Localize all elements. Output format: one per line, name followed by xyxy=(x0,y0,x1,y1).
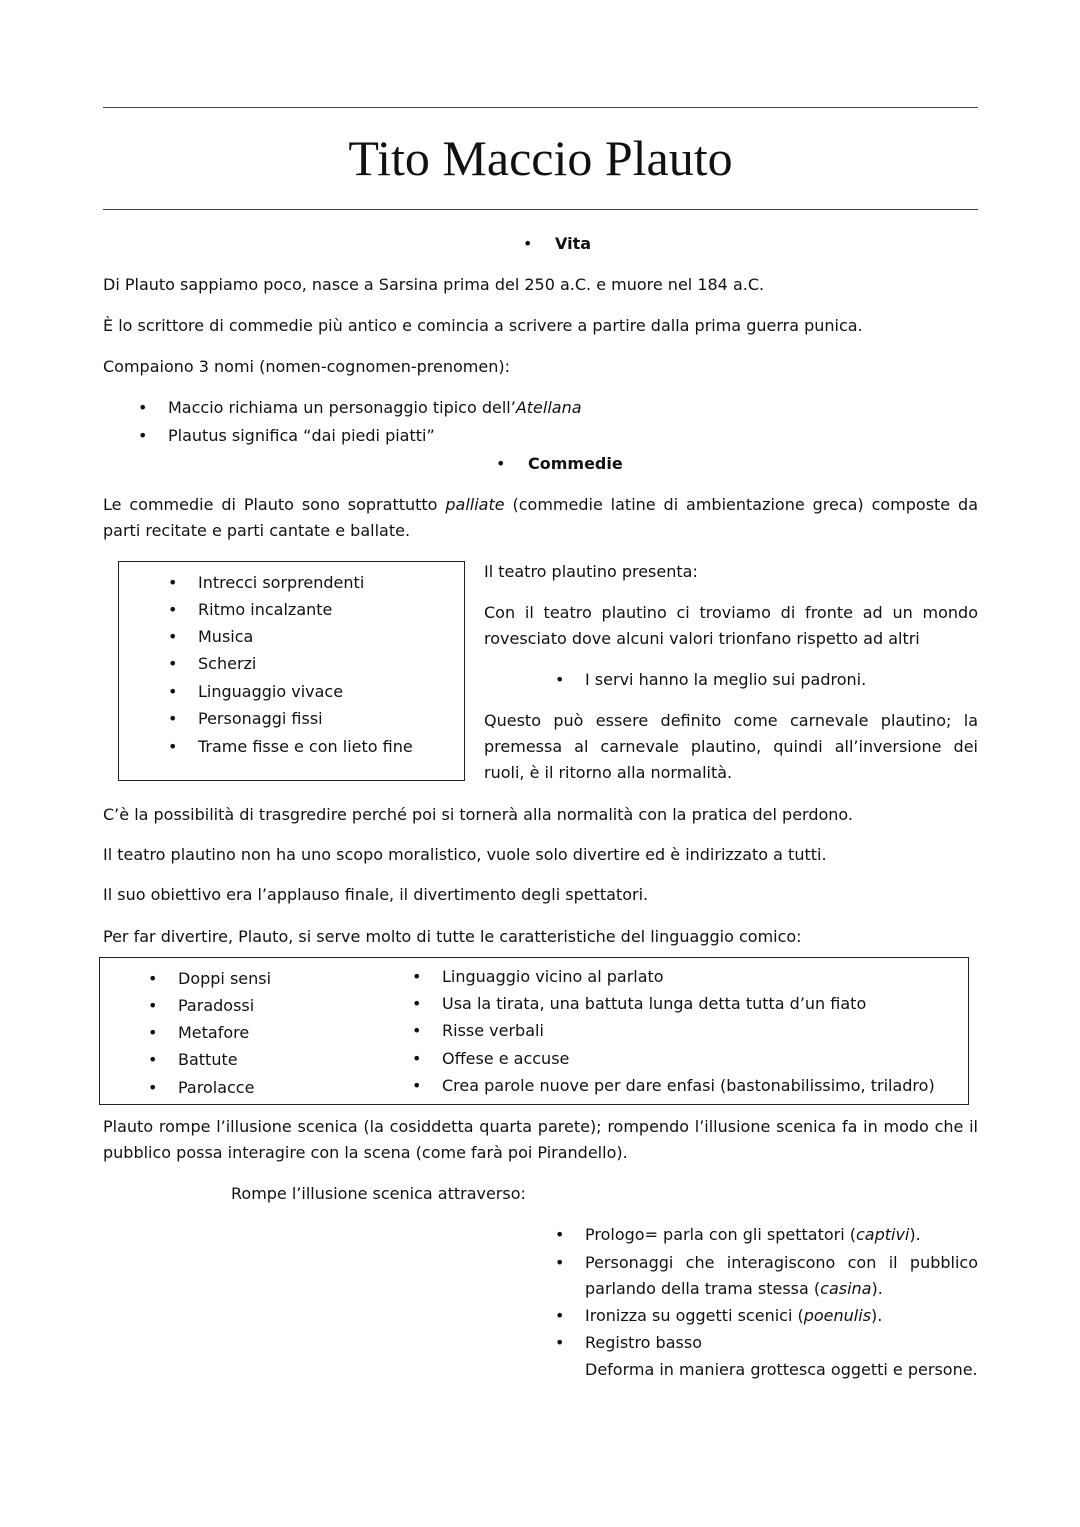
bullet-icon: • xyxy=(555,1306,565,1325)
paragraph-linguaggio: Per far divertire, Plauto, si serve molto di tutte le caratteristiche del linguaggio comico: xyxy=(103,927,802,946)
paragraph-scopo: Il teatro plautino non ha uno scopo moralistico, vuole solo divertire ed è indirizzato a tutti. xyxy=(103,845,827,864)
vita-paragraph-3: Compaiono 3 nomi (nomen-cognomen-prenomen): xyxy=(103,357,510,376)
bullet-icon: • xyxy=(555,1333,565,1352)
bullet-icon: • xyxy=(168,709,178,728)
bullet-icon: • xyxy=(555,1225,565,1244)
bullet-icon: • xyxy=(168,737,178,756)
bullet-icon: • xyxy=(168,600,178,619)
vita-paragraph-1: Di Plauto sappiamo poco, nasce a Sarsina prima del 250 a.C. e muore nel 184 a.C. xyxy=(103,275,765,294)
paragraph-illusione: Plauto rompe l’illusione scenica (la cosiddetta quarta parete); rompendo l’illusione scenica fa in modo che il pubblico possa interagire con la scena (come farà poi Pirandello). xyxy=(103,1117,978,1162)
bullet-icon: • xyxy=(168,573,178,592)
bullet-icon: • xyxy=(138,426,148,445)
teatro-paragraph-2: Questo può essere definito come carnevale plautino; la premessa al carnevale plautino, quindi all’inversione dei ruoli, è il ritorno alla normalità. xyxy=(484,711,978,782)
paragraph-obiettivo: Il suo obiettivo era l’applauso finale, il divertimento degli spettatori. xyxy=(103,885,649,904)
vita-paragraph-2: È lo scrittore di commedie più antico e comincia a scrivere a partire dalla prima guerra punica. xyxy=(103,316,863,335)
bullet-icon: • xyxy=(148,1078,158,1097)
bullet-icon: • xyxy=(555,670,565,689)
page-title: Tito Maccio Plauto xyxy=(348,130,733,186)
bullet-icon: • xyxy=(168,627,178,646)
bullet-icon: • xyxy=(138,398,148,417)
document-page: Tito Maccio Plauto • Vita Di Plauto sappiamo poco, nasce a Sarsina prima del 250 a.C. e muore nel 184 a.C. È lo scrittore di commedie più antico e comincia a scrivere a partire dalla prima guerra punica. Compaiono 3 nomi (nomen-cognomen-prenomen): • Maccio richiama un personaggio tipico dell’Atellana • Plautus significa “dai piedi piatti” • Commedie Le commedie di Plauto sono soprattutto palliate (commedie latine di ambientazione greca) composte da parti recitate e parti cantate e ballate. • Intrecci sorprendenti • Ritmo incalzante • Musica • Scherzi • Linguaggio vivace • Personaggi fissi • Trame fisse e con lieto fine Il teatro plautino presenta: Con il teatro plautino ci troviamo di fronte ad un mondo rovesciato dove alcuni valori trionfano rispetto ad altri • I servi hanno la meglio sui padroni. Questo può essere definito come carnevale plautino; la premessa al carnevale plautino, quindi all’inversione dei ruoli, è il ritorno alla normalità. C’è la possibilità di trasgredire perché poi si tornerà alla normalità con la pratica del perdono. Il teatro plautino non ha uno scopo moralistico, vuole solo divertire ed è indirizzato a tutti. Il suo obiettivo era l’applauso finale, il divertimento degli spettatori. Per far divertire, Plauto, si serve molto di tutte le caratteristiche del linguaggio comico: • Doppi sensi • Paradossi • Metafore • Battute • Parolacce • Linguaggio vicino al parlato • Usa la tirata, una battuta lunga detta tutta d’un fiato • Risse verbali • Offese e accuse • Crea parole nuove per dare enfasi (bastonabilissimo, triladro) Plauto rompe l’illusione scenica (la cosiddetta quarta parete); rompendo l’illusione scenica fa in modo che il pubblico possa interagire con la scena (come farà poi Pirandello). Rompe l’illusione scenica attraverso: • Prologo= parla con gli spettatori (captivi). • Personaggi che interagiscono con il pubblico parlando della trama stessa (casina). • Ironizza su oggetti scenici (poenulis). • Registro basso Deforma in maniera grottesca oggetti e persone. xyxy=(0,0,1080,1527)
bullet-icon: • xyxy=(168,682,178,701)
bullet-icon: • xyxy=(412,1049,422,1068)
paragraph-attraverso: Rompe l’illusione scenica attraverso: xyxy=(231,1184,526,1203)
title-bottom-rule xyxy=(103,209,978,210)
bullet-icon: • xyxy=(148,1023,158,1042)
teatro-label: Il teatro plautino presenta: xyxy=(484,562,698,581)
bullet-icon: • xyxy=(148,1050,158,1069)
bullet-icon: • xyxy=(168,654,178,673)
bullet-icon: • xyxy=(412,1021,422,1040)
ways-extra-line: Deforma in maniera grottesca oggetti e persone. xyxy=(585,1360,978,1379)
commedie-intro: Le commedie di Plauto sono soprattutto palliate (commedie latine di ambientazione greca) composte da parti recitate e parti cantate e ballate. xyxy=(103,495,979,540)
bullet-icon: • xyxy=(523,234,533,253)
teatro-paragraph-1: Con il teatro plautino ci troviamo di fronte ad un mondo rovesciato dove alcuni valori trionfano rispetto ad altri xyxy=(484,603,978,648)
bullet-icon: • xyxy=(496,454,506,473)
bullet-icon: • xyxy=(148,996,158,1015)
bullet-icon: • xyxy=(412,994,422,1013)
bullet-icon: • xyxy=(412,1076,422,1095)
bullet-icon: • xyxy=(412,967,422,986)
top-rule xyxy=(103,107,978,108)
bullet-icon: • xyxy=(555,1253,565,1272)
paragraph-trasgredire: C’è la possibilità di trasgredire perché poi si tornerà alla normalità con la pratica del perdono. xyxy=(103,805,854,824)
bullet-icon: • xyxy=(148,969,158,988)
